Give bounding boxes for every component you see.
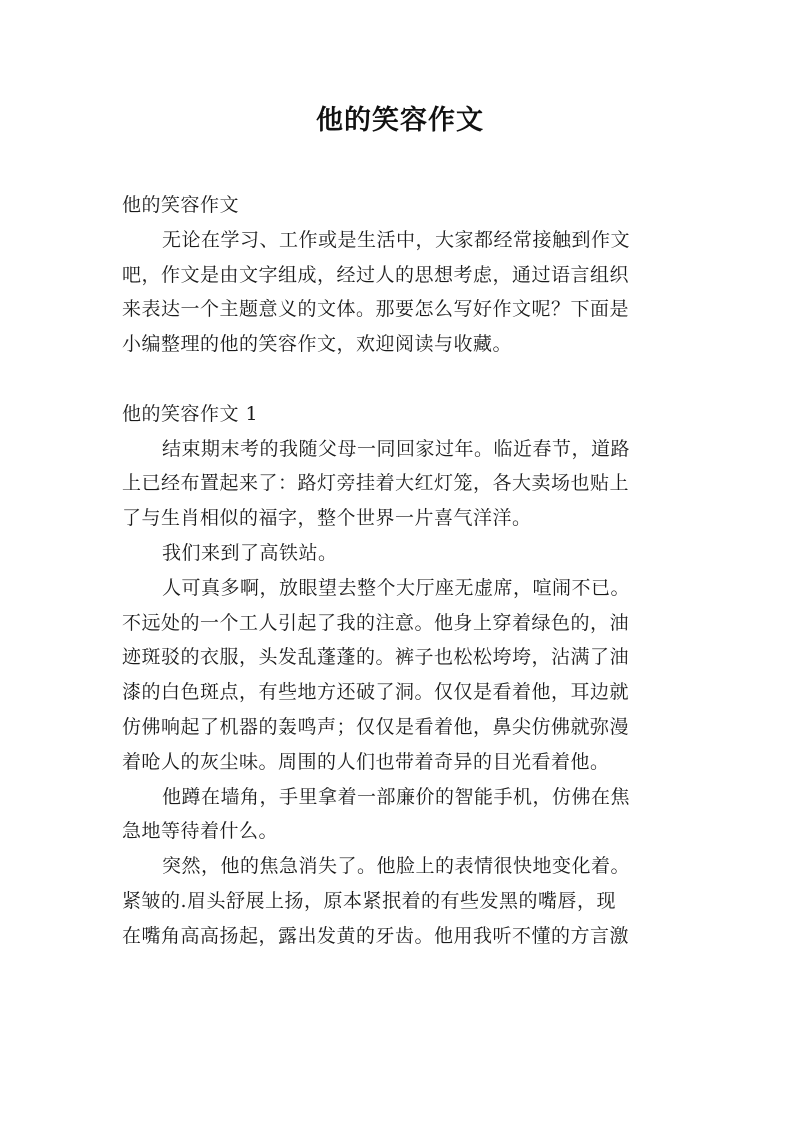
paragraph-line: 突然，他的焦急消失了。他脸上的表情很快地变化着。 <box>162 855 631 878</box>
paragraph-line: 了与生肖相似的福字，整个世界一片喜气洋洋。 <box>122 507 532 530</box>
paragraph-line: 小编整理的他的笑容作文，欢迎阅读与收藏。 <box>122 333 513 356</box>
paragraph-line: 漆的白色斑点，有些地方还破了洞。仅仅是看着他，耳边就 <box>122 681 630 704</box>
paragraph-line: 无论在学习、工作或是生活中，大家都经常接触到作文 <box>162 228 631 251</box>
paragraph-line: 结束期末考的我随父母一同回家过年。临近春节，道路 <box>162 437 631 460</box>
paragraph-line: 他蹲在墙角，手里拿着一部廉价的智能手机，仿佛在焦 <box>162 785 631 808</box>
blank-line <box>122 362 684 397</box>
paragraph-3 <box>122 571 684 780</box>
paragraph-line: 急地等待着什么。 <box>122 820 279 843</box>
paragraph-line: 来表达一个主题意义的文体。那要怎么写好作文呢？下面是 <box>122 298 630 321</box>
paragraph-line: 上已经布置起来了：路灯旁挂着大红灯笼，各大卖场也贴上 <box>122 472 630 495</box>
intro-paragraph <box>122 223 684 362</box>
paragraph-line: 紧皱的.眉头舒展上扬，原本紧抿着的有些发黑的嘴唇，现 <box>122 889 617 912</box>
paragraph-line: 吧，作文是由文字组成，经过人的思想考虑，通过语言组织 <box>122 263 630 286</box>
section-heading-intro: 他的笑容作文 <box>122 194 240 216</box>
paragraph-line: 我们来到了高铁站。 <box>162 541 338 564</box>
paragraph-2 <box>122 536 684 571</box>
paragraph-line: 迹斑驳的衣服，头发乱蓬蓬的。裤子也松松垮垮，沾满了油 <box>122 646 630 669</box>
paragraph-line: 着呛人的灰尘味。周围的人们也带着奇异的目光看着他。 <box>122 750 610 773</box>
document-title: 他的笑容作文 <box>316 105 484 136</box>
paragraph-line: 不远处的一个工人引起了我的注意。他身上穿着绿色的，油 <box>122 611 630 634</box>
paragraph-4 <box>122 780 684 850</box>
paragraph-line: 人可真多啊，放眼望去整个大厅座无虚席，喧闹不已。 <box>162 576 631 599</box>
paragraph-line: 仿佛响起了机器的轰鸣声；仅仅是看着他，鼻尖仿佛就弥漫 <box>122 715 630 738</box>
paragraph-1 <box>122 432 684 536</box>
document-body <box>122 188 684 954</box>
paragraph-5 <box>122 849 684 953</box>
section-heading-1: 他的笑容作文 1 <box>122 402 259 425</box>
paragraph-line: 在嘴角高高扬起，露出发黄的牙齿。他用我听不懂的方言激 <box>122 924 630 947</box>
